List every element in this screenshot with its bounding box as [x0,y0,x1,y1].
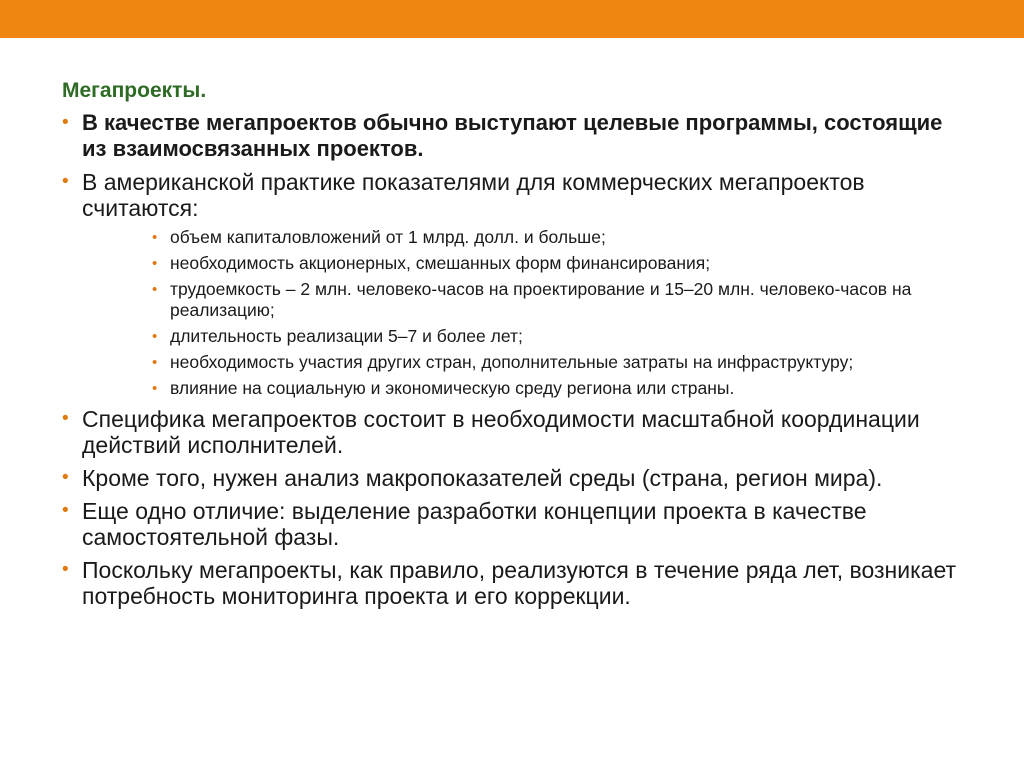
list-item-text: В американской практике показателями для коммерческих мегапроектов считаются: [82,169,865,221]
sub-list-item [152,253,962,274]
list-item-text: Кроме того, нужен анализ макропоказателей среды (страна, регион мира). [82,465,883,491]
bullet-icon: • [152,354,158,371]
bullet-icon: • [152,281,158,298]
sub-list-item [152,227,962,248]
list-item [62,498,962,550]
list-item-text: В качестве мегапроектов обычно выступают целевые программы, состоящие из взаимосвязанных проектов. [82,110,943,161]
list-item [62,465,962,491]
sub-list-item [152,326,962,347]
list-item [62,557,962,609]
sub-list-item-text: трудоемкость – 2 млн. человеко-часов на проектирование и 15–20 млн. человеко-часов на реализацию; [170,279,912,320]
list-item-text: Специфика мегапроектов состоит в необходимости масштабной координации действий исполнителей. [82,406,920,458]
bullet-icon: • [152,255,158,272]
list-item-text: Поскольку мегапроекты, как правило, реализуются в течение ряда лет, возникает потребность мониторинга проекта и его коррекции. [82,557,957,609]
bullet-icon: • [62,112,69,133]
slide-content [62,78,962,616]
sub-list-item-text: необходимость акционерных, смешанных форм финансирования; [170,253,711,273]
bullet-icon: • [152,328,158,345]
sub-list-item-text: влияние на социальную и экономическую среду региона или страны. [170,378,735,398]
bullet-icon: • [62,500,69,521]
sub-list-item [152,378,962,399]
top-accent-bar [0,0,1024,38]
bullet-icon: • [152,229,158,246]
sub-bullet-list [82,227,962,399]
sub-list-item-text: длительность реализации 5–7 и более лет; [170,326,523,346]
list-item-text: Еще одно отличие: выделение разработки концепции проекта в качестве самостоятельной фазы. [82,498,867,550]
sub-list-item-text: необходимость участия других стран, дополнительные затраты на инфраструктуру; [170,352,854,372]
bullet-icon: • [62,171,69,192]
list-item [62,169,962,399]
main-bullet-list [62,110,962,609]
bullet-icon: • [62,408,69,429]
sub-list-item [152,352,962,373]
list-item [62,406,962,458]
sub-list-item [152,279,962,321]
list-item [62,110,962,162]
bullet-icon: • [62,467,69,488]
bullet-icon: • [62,559,69,580]
bullet-icon: • [152,380,158,397]
sub-list-item-text: объем капиталовложений от 1 млрд. долл. и больше; [170,227,606,247]
slide-title: Мегапроекты. [62,79,207,102]
